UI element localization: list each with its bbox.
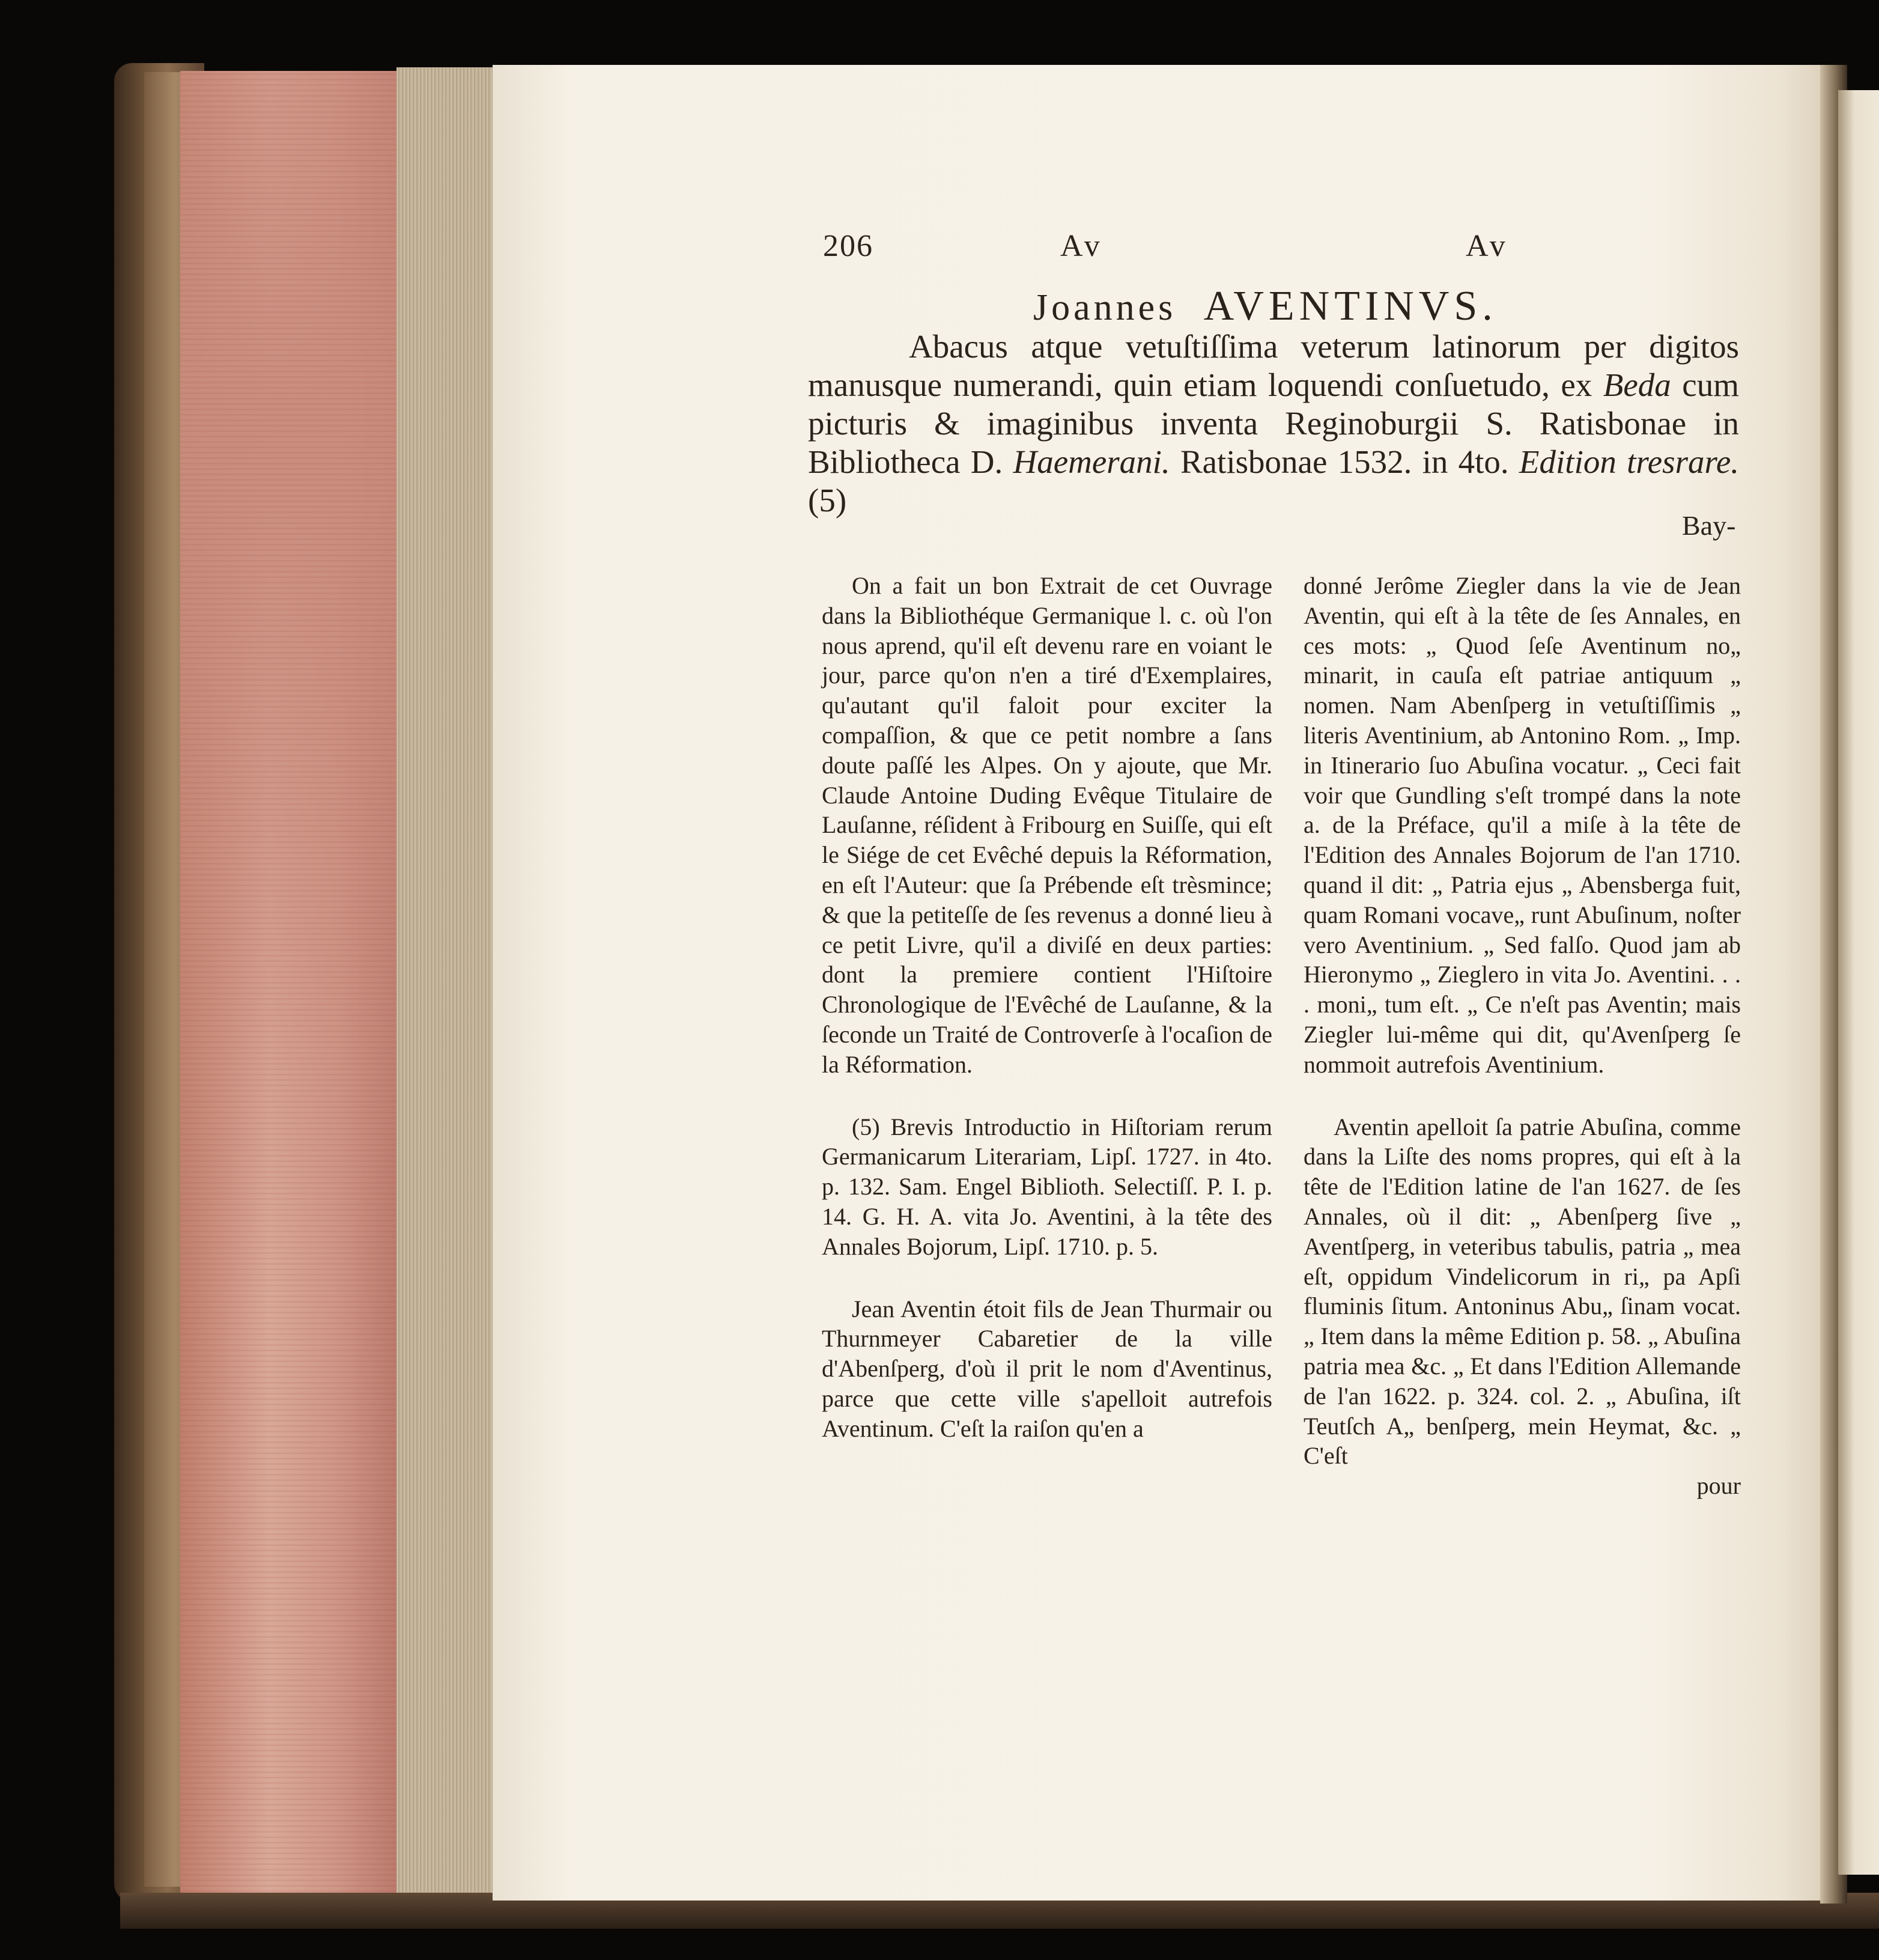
- catchword: Bay-: [1682, 510, 1736, 541]
- entry-edition: Edition tresrare.: [1519, 443, 1739, 480]
- footnote-5: (5) Brevis Introductio in Hiſtoriam rerum Germanicarum Literariam, Lipſ. 1727. in 4to. p. 132. Sam. Engel Biblioth. Selectiſſ. P. I. p. 14. G. H. A. vita Jo. Aventini, à la tête des Annales Bojorum, Lipſ. 1710. p. 5.: [822, 1113, 1272, 1260]
- right-page-sliver: [1838, 90, 1879, 1875]
- entry-text-3: Ratisbonae 1532. in 4to.: [1170, 443, 1519, 480]
- right-paragraph-2: Aventin apelloit ſa patrie Abuſina, comme dans la Liſte des noms propres, qui eſt à la tête de l'Edition latine de l'an 1627. de ſes Annales, où il dit: „ Abenſperg ſive „ Aventſperg, in veteribus tabulis, patria „ mea eſt, oppidum Vindelicorum in ri„ pa Apſi fluminis ſitum. Antoninus Abu„ ſinam vocat. „ Item dans la même Edition p. 58. „ Abuſina patria mea &c. „ Et dans l'Edition Allemande de l'an 1622. p. 324. col. 2. „ Abuſina, iſt Teutſch A„ benſperg, mein Heymat, &c. „ C'eſt: [1304, 1113, 1741, 1470]
- entry-text-2: cum picturis & imaginibus inventa Reginoburgii S. Ratisbonae in Bibliotheca D.: [808, 367, 1739, 480]
- entry-beda: Beda: [1603, 367, 1671, 403]
- catchword-pour: pour: [1696, 1472, 1741, 1500]
- entry-paragraph: [808, 327, 1739, 520]
- right-paragraph-1: donné Jerôme Ziegler dans la vie de Jean Aventin, qui eſt à la tête de ſes Annales, en ces mots: „ Quod ſeſe Aventinum no„ minarit, in cauſa eſt patriae antiquum „ nomen. Nam Abenſperg in vetuſtiſſimis „ literis Aventinium, ab Antonino Rom. „ Imp. in Itinerario ſuo Abuſina vocatur. „ Ceci fait voir que Gundling s'eſt trompé dans la note a. de la Préface, qu'il a miſe à la tête de l'Edition des Annales Bojorum de l'an 1710. quand il dit: „ Patria ejus „ Abensberga fuit, quam Romani vocave„ runt Abuſinum, noſter vero Aventinium. „ Sed falſo. Quod jam ab Hieronymo „ Zieglero in vita Jo. Aventini. . . . moni„ tum eſt. „ Ce n'eſt pas Aventin; mais Ziegler lui-même qui dit, qu'Avenſperg ſe nommoit autrefois Aventinium.: [1304, 572, 1741, 1078]
- title-first-name: Joannes: [1033, 287, 1177, 328]
- entry-text-1: Abacus atque vetuſtiſſima veterum latinorum per digitos manusque numerandi, quin etiam loquendi conſuetudo, ex: [808, 328, 1739, 403]
- running-head-right: Av: [1466, 229, 1509, 263]
- entry-title: [1033, 282, 1498, 330]
- page-edge-lines: [396, 67, 499, 1899]
- left-paragraph-2: Jean Aventin étoit fils de Jean Thurmair ou Thurnmeyer Cabaretier de la ville d'Abenſperg, d'où il prit le nom d'Aventinus, parce que cette ville s'apelloit autrefois Aventinum. C'eſt la raiſon qu'en a: [822, 1295, 1272, 1442]
- page-block-edge: [180, 71, 402, 1898]
- title-last-name: AVENTINVS.: [1203, 283, 1498, 329]
- running-head-left: Av: [1060, 229, 1103, 263]
- left-paragraph-1: On a fait un bon Extrait de cet Ouvrage dans la Bibliothéque Germanique l. c. où l'on nous aprend, qu'il eſt devenu rare en voiant le jour, parce qu'on n'en a tiré d'Exemplaires, qu'autant qu'il faloit pour exciter la compaſſion, & que ce petit nombre a ſans doute paſſé les Alpes. On y ajoute, que Mr. Claude Antoine Duding Evêque Titulaire de Lauſanne, réſident à Fribourg en Suiſſe, qui eſt le Siége de cet Evêché depuis la Réformation, en eſt l'Auteur: que ſa Prébende eſt trèsmince; & que la petiteſſe de ſes revenus a donné lieu à ce petit Livre, qu'il a diviſé en deux parties: dont la premiere contient l'Hiſtoire Chronologique de l'Evêché de Lauſanne, & la ſeconde un Traité de Controverſe à l'ocaſion de la Réformation.: [822, 572, 1272, 1078]
- right-column: [1304, 571, 1741, 1501]
- page-number: 206: [823, 229, 873, 263]
- left-column: [822, 571, 1272, 1444]
- entry-haemerani: Haemerani.: [1013, 443, 1170, 480]
- book-entry: [808, 327, 1739, 520]
- entry-text-4: (5): [808, 482, 847, 519]
